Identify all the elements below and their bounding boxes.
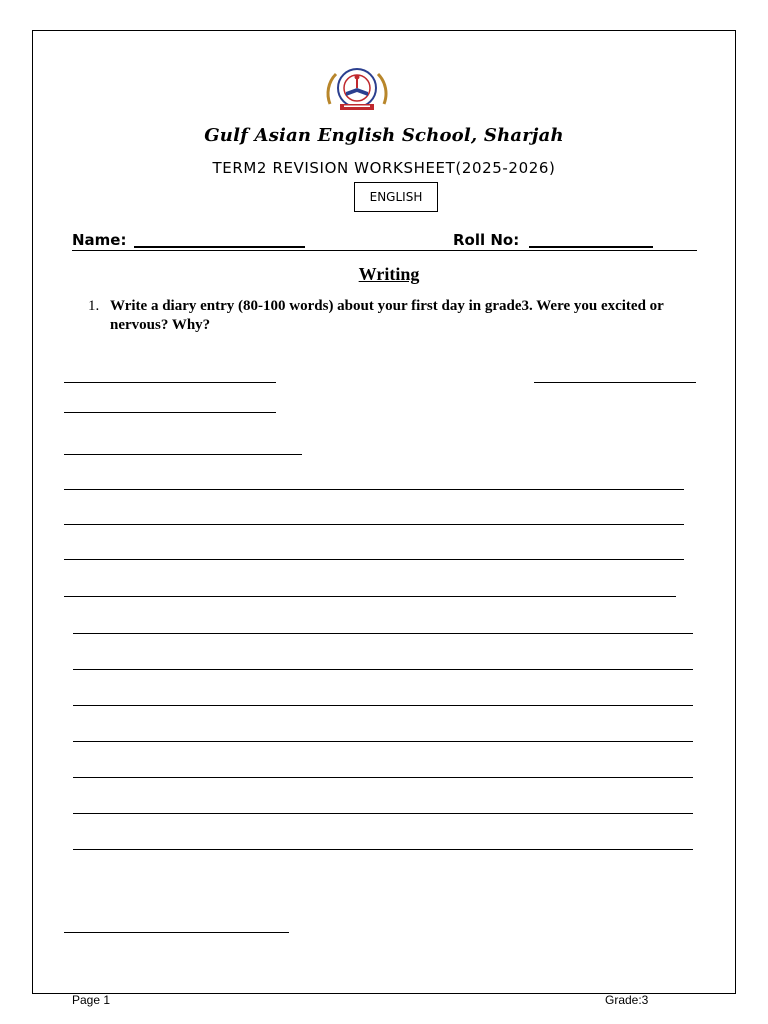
page-number: Page 1 (72, 993, 111, 1007)
writing-line[interactable] (73, 669, 693, 670)
school-logo (324, 64, 390, 114)
student-info-row (72, 230, 697, 251)
question-number: 1. (88, 298, 100, 314)
grade-label: Grade:3 (605, 993, 649, 1007)
writing-line[interactable] (73, 813, 693, 814)
worksheet-title: TERM2 REVISION WORKSHEET(2025-2026) (212, 159, 556, 177)
section-heading: Writing (358, 264, 420, 284)
school-name: Gulf Asian English School, Sharjah (204, 125, 564, 146)
writing-line[interactable] (73, 849, 693, 850)
question-item (88, 297, 688, 335)
subject-box (354, 182, 438, 212)
writing-line[interactable] (64, 454, 302, 455)
name-label: Name: (72, 231, 127, 249)
writing-line[interactable] (64, 489, 684, 490)
writing-line[interactable] (64, 382, 276, 383)
writing-line[interactable] (73, 705, 693, 706)
subject-label: ENGLISH (369, 190, 423, 204)
writing-line[interactable] (64, 596, 676, 597)
roll-number-blank[interactable] (529, 246, 653, 248)
writing-line[interactable] (73, 633, 693, 634)
name-blank[interactable] (134, 246, 305, 248)
writing-line[interactable] (64, 559, 684, 560)
writing-line[interactable] (64, 524, 684, 525)
writing-line[interactable] (64, 412, 276, 413)
roll-number-label: Roll No: (453, 231, 520, 249)
writing-line[interactable] (73, 777, 693, 778)
question-text: Write a diary entry (80-100 words) about your first day in grade3. Were you excited or nervous? Why? (110, 298, 664, 333)
writing-line[interactable] (73, 741, 693, 742)
writing-line[interactable] (64, 932, 289, 933)
writing-line[interactable] (534, 382, 696, 383)
